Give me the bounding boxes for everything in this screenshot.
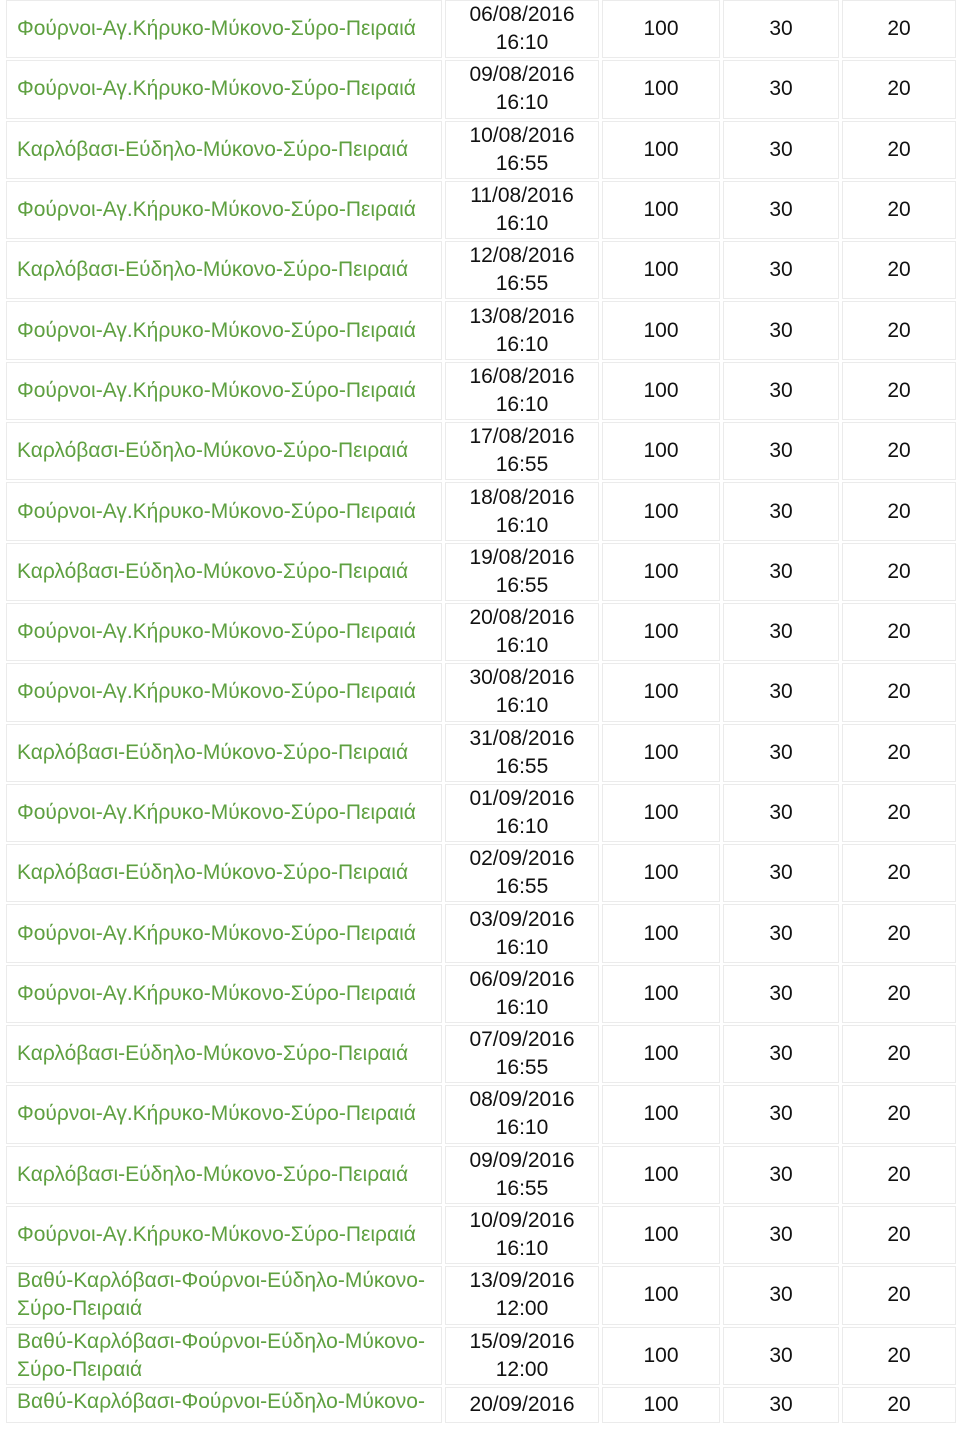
- departure-cell: [445, 301, 599, 359]
- table-row: [6, 784, 956, 844]
- table-row: [6, 241, 956, 301]
- departure-date: 10/09/2016: [469, 1209, 575, 1233]
- departure-time: 16:55: [495, 573, 549, 597]
- price-cell-3: 20: [842, 422, 956, 480]
- price-cell-2: 30: [723, 301, 839, 359]
- price-cell-3: 20: [842, 543, 956, 601]
- route-cell: Φούρνοι-Αγ.Κήρυκο-Μύκονο-Σύρο-Πειραιά: [6, 482, 442, 540]
- table-row: [6, 603, 956, 663]
- price-cell-1: 100: [602, 1085, 720, 1143]
- table-row: [6, 181, 956, 241]
- table-row: [6, 663, 956, 723]
- departure-time: 16:10: [495, 332, 549, 356]
- route-cell: Καρλόβασι-Εύδηλο-Μύκονο-Σύρο-Πειραιά: [6, 422, 442, 480]
- price-cell-3: 20: [842, 965, 956, 1023]
- price-cell-3: 20: [842, 724, 956, 782]
- departure-time: 16:10: [495, 815, 549, 838]
- price-cell-1: 100: [602, 663, 720, 721]
- departure-cell: [445, 241, 599, 299]
- route-cell: Καρλόβασι-Εύδηλο-Μύκονο-Σύρο-Πειραιά: [6, 1146, 442, 1204]
- route-cell: Φούρνοι-Αγ.Κήρυκο-Μύκονο-Σύρο-Πειραιά: [6, 362, 442, 420]
- price-cell-1: 100: [602, 784, 720, 842]
- price-cell-2: 30: [723, 1025, 839, 1083]
- price-cell-3: 20: [842, 362, 956, 420]
- departure-date: 01/09/2016: [469, 787, 575, 810]
- price-cell-1: 100: [602, 362, 720, 420]
- table-row: [6, 482, 956, 542]
- route-cell: Καρλόβασι-Εύδηλο-Μύκονο-Σύρο-Πειραιά: [6, 724, 442, 782]
- price-cell-1: 100: [602, 241, 720, 299]
- departure-cell: [445, 1266, 599, 1324]
- departure-date: 06/08/2016: [469, 3, 575, 27]
- route-cell: Φούρνοι-Αγ.Κήρυκο-Μύκονο-Σύρο-Πειραιά: [6, 784, 442, 842]
- price-cell-1: 100: [602, 1266, 720, 1324]
- price-cell-1: 100: [602, 724, 720, 782]
- price-cell-3: 20: [842, 603, 956, 661]
- price-cell-3: 20: [842, 1206, 956, 1264]
- route-cell: Βαθύ-Καρλόβασι-Φούρνοι-Εύδηλο-Μύκονο-: [6, 1387, 442, 1423]
- price-cell-2: 30: [723, 0, 839, 58]
- price-cell-3: 20: [842, 904, 956, 962]
- departure-time: 16:10: [495, 1116, 549, 1140]
- departure-time: 16:10: [495, 1237, 549, 1261]
- departure-time: 16:55: [495, 875, 549, 899]
- departure-date: 06/09/2016: [469, 967, 575, 991]
- price-cell-2: 30: [723, 422, 839, 480]
- price-cell-1: 100: [602, 1025, 720, 1083]
- price-cell-1: 100: [602, 181, 720, 239]
- departure-cell: [445, 0, 599, 58]
- departure-date: 09/09/2016: [469, 1148, 575, 1172]
- departure-date: 11/08/2016: [470, 184, 574, 208]
- price-cell-1: 100: [602, 965, 720, 1023]
- departure-cell: [445, 784, 599, 842]
- route-cell: Καρλόβασι-Εύδηλο-Μύκονο-Σύρο-Πειραιά: [6, 1025, 442, 1083]
- route-cell: Καρλόβασι-Εύδηλο-Μύκονο-Σύρο-Πειραιά: [6, 241, 442, 299]
- departure-time: 16:10: [495, 694, 549, 718]
- price-cell-1: 100: [602, 844, 720, 902]
- table-row: [6, 362, 956, 422]
- price-cell-3: 20: [842, 1266, 956, 1324]
- price-cell-3: 20: [842, 1327, 956, 1385]
- departure-cell: [445, 362, 599, 420]
- departure-cell: [445, 844, 599, 902]
- price-cell-2: 30: [723, 663, 839, 721]
- departure-cell: [445, 121, 599, 179]
- departure-cell: [445, 1025, 599, 1083]
- departure-cell: [445, 1146, 599, 1204]
- departure-time: 16:10: [495, 212, 549, 236]
- departure-date: 31/08/2016: [469, 726, 575, 750]
- table-row: [6, 1085, 956, 1145]
- price-cell-3: 20: [842, 60, 956, 118]
- departure-date: 10/08/2016: [469, 123, 575, 147]
- departure-date: 16/08/2016: [469, 364, 575, 388]
- table-row: [6, 543, 956, 603]
- table-row: [6, 965, 956, 1025]
- departure-date: 13/08/2016: [469, 304, 575, 328]
- price-cell-3: 20: [842, 663, 956, 721]
- departure-time: 16:55: [495, 272, 549, 296]
- price-cell-3: 20: [842, 1025, 956, 1083]
- route-cell: Καρλόβασι-Εύδηλο-Μύκονο-Σύρο-Πειραιά: [6, 844, 442, 902]
- departure-date: 08/09/2016: [469, 1088, 575, 1112]
- schedule-table: [6, 0, 956, 1425]
- departure-date: 03/09/2016: [469, 907, 575, 931]
- route-cell: Φούρνοι-Αγ.Κήρυκο-Μύκονο-Σύρο-Πειραιά: [6, 965, 442, 1023]
- price-cell-1: 100: [602, 482, 720, 540]
- departure-cell: [445, 181, 599, 239]
- departure-cell: [445, 60, 599, 118]
- price-cell-1: 100: [602, 603, 720, 661]
- price-cell-1: 100: [602, 543, 720, 601]
- price-cell-3: 20: [842, 482, 956, 540]
- price-cell-2: 30: [723, 1085, 839, 1143]
- price-cell-3: 20: [842, 241, 956, 299]
- route-cell: Καρλόβασι-Εύδηλο-Μύκονο-Σύρο-Πειραιά: [6, 543, 442, 601]
- departure-date: 17/08/2016: [469, 425, 575, 449]
- departure-cell: [445, 904, 599, 962]
- price-cell-3: 20: [842, 784, 956, 842]
- departure-cell: [445, 482, 599, 540]
- price-cell-2: 30: [723, 844, 839, 902]
- price-cell-2: 30: [723, 60, 839, 118]
- table-row: [6, 1146, 956, 1206]
- price-cell-3: 20: [842, 1146, 956, 1204]
- price-cell-1: 100: [602, 1387, 720, 1423]
- table-row: [6, 60, 956, 120]
- price-cell-2: 30: [723, 965, 839, 1023]
- route-cell: Φούρνοι-Αγ.Κήρυκο-Μύκονο-Σύρο-Πειραιά: [6, 181, 442, 239]
- price-cell-2: 30: [723, 1146, 839, 1204]
- price-cell-3: 20: [842, 1387, 956, 1423]
- departure-date: 30/08/2016: [469, 666, 575, 690]
- price-cell-2: 30: [723, 121, 839, 179]
- departure-time: 12:00: [495, 1297, 549, 1321]
- price-cell-2: 30: [723, 362, 839, 420]
- departure-time: 16:55: [495, 453, 549, 477]
- price-cell-3: 20: [842, 121, 956, 179]
- table-row: [6, 1206, 956, 1266]
- departure-cell: [445, 663, 599, 721]
- price-cell-2: 30: [723, 784, 839, 842]
- price-cell-2: 30: [723, 1206, 839, 1264]
- departure-date: 13/09/2016: [469, 1269, 575, 1293]
- price-cell-1: 100: [602, 0, 720, 58]
- departure-time: 16:10: [495, 634, 549, 658]
- price-cell-1: 100: [602, 60, 720, 118]
- price-cell-2: 30: [723, 482, 839, 540]
- table-row: [6, 1387, 956, 1425]
- price-cell-3: 20: [842, 301, 956, 359]
- departure-date: 07/09/2016: [469, 1028, 575, 1052]
- table-row: [6, 0, 956, 60]
- price-cell-1: 100: [602, 422, 720, 480]
- route-cell: Καρλόβασι-Εύδηλο-Μύκονο-Σύρο-Πειραιά: [6, 121, 442, 179]
- price-cell-2: 30: [723, 904, 839, 962]
- departure-time: 12:00: [495, 1357, 549, 1381]
- price-cell-1: 100: [602, 301, 720, 359]
- price-cell-2: 30: [723, 603, 839, 661]
- table-row: [6, 904, 956, 964]
- departure-date: 20/08/2016: [469, 606, 575, 630]
- departure-time: 16:10: [495, 935, 549, 959]
- price-cell-3: 20: [842, 181, 956, 239]
- table-row: [6, 121, 956, 181]
- table-row: [6, 422, 956, 482]
- departure-cell: [445, 1206, 599, 1264]
- departure-date: 20/09/2016: [469, 1392, 575, 1416]
- departure-cell: [445, 1085, 599, 1143]
- price-cell-1: 100: [602, 904, 720, 962]
- departure-date: 15/09/2016: [469, 1329, 575, 1353]
- table-row: [6, 301, 956, 361]
- table-row: [6, 1327, 956, 1387]
- departure-cell: [445, 603, 599, 661]
- departure-cell: [445, 1387, 599, 1423]
- price-cell-2: 30: [723, 1327, 839, 1385]
- price-cell-3: 20: [842, 1085, 956, 1143]
- price-cell-1: 100: [602, 1146, 720, 1204]
- table-row: [6, 724, 956, 784]
- route-cell: Βαθύ-Καρλόβασι-Φούρνοι-Εύδηλο-Μύκονο-Σύρο-Πειραιά: [6, 1266, 442, 1324]
- price-cell-2: 30: [723, 181, 839, 239]
- departure-time: 16:10: [495, 995, 549, 1019]
- price-cell-2: 30: [723, 1387, 839, 1423]
- departure-date: 02/09/2016: [469, 847, 575, 871]
- price-cell-3: 20: [842, 0, 956, 58]
- departure-date: 18/08/2016: [469, 485, 575, 509]
- departure-time: 16:10: [495, 91, 549, 115]
- route-cell: Φούρνοι-Αγ.Κήρυκο-Μύκονο-Σύρο-Πειραιά: [6, 60, 442, 118]
- departure-cell: [445, 543, 599, 601]
- departure-time: 16:10: [495, 392, 549, 416]
- departure-date: 19/08/2016: [469, 545, 575, 569]
- price-cell-2: 30: [723, 724, 839, 782]
- table-row: [6, 844, 956, 904]
- departure-cell: [445, 724, 599, 782]
- route-cell: Φούρνοι-Αγ.Κήρυκο-Μύκονο-Σύρο-Πειραιά: [6, 0, 442, 58]
- price-cell-1: 100: [602, 1206, 720, 1264]
- route-cell: Φούρνοι-Αγ.Κήρυκο-Μύκονο-Σύρο-Πειραιά: [6, 904, 442, 962]
- departure-date: 12/08/2016: [469, 244, 575, 268]
- departure-time: 16:55: [495, 1056, 549, 1080]
- departure-time: 16:55: [495, 754, 549, 778]
- departure-time: 16:10: [495, 31, 549, 55]
- price-cell-1: 100: [602, 121, 720, 179]
- price-cell-1: 100: [602, 1327, 720, 1385]
- route-cell: Βαθύ-Καρλόβασι-Φούρνοι-Εύδηλο-Μύκονο-Σύρο-Πειραιά: [6, 1327, 442, 1385]
- route-cell: Φούρνοι-Αγ.Κήρυκο-Μύκονο-Σύρο-Πειραιά: [6, 603, 442, 661]
- departure-date: 09/08/2016: [469, 63, 575, 87]
- price-cell-2: 30: [723, 1266, 839, 1324]
- departure-time: 16:55: [495, 1176, 549, 1200]
- departure-time: 16:55: [495, 151, 549, 175]
- departure-cell: [445, 965, 599, 1023]
- price-cell-3: 20: [842, 844, 956, 902]
- departure-cell: [445, 422, 599, 480]
- departure-cell: [445, 1327, 599, 1385]
- route-cell: Φούρνοι-Αγ.Κήρυκο-Μύκονο-Σύρο-Πειραιά: [6, 663, 442, 721]
- price-cell-2: 30: [723, 241, 839, 299]
- price-cell-2: 30: [723, 543, 839, 601]
- route-cell: Φούρνοι-Αγ.Κήρυκο-Μύκονο-Σύρο-Πειραιά: [6, 1206, 442, 1264]
- departure-time: 16:10: [495, 513, 549, 537]
- table-row: [6, 1266, 956, 1326]
- route-cell: Φούρνοι-Αγ.Κήρυκο-Μύκονο-Σύρο-Πειραιά: [6, 301, 442, 359]
- route-cell: Φούρνοι-Αγ.Κήρυκο-Μύκονο-Σύρο-Πειραιά: [6, 1085, 442, 1143]
- table-row: [6, 1025, 956, 1085]
